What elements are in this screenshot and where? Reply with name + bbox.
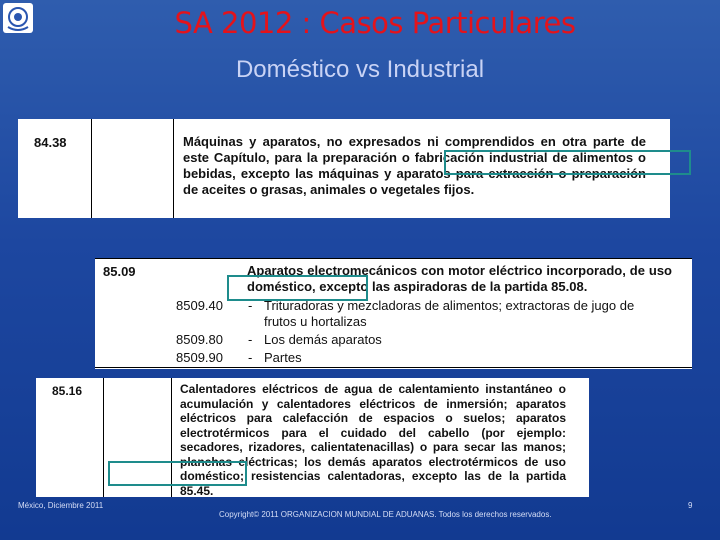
heading-description: Máquinas y aparatos, no expresados ni comprendidos en otra parte de este Capítulo, para la preparación o fabricación industrial de alimentos o bebidas, excepto las máquinas y aparatos para extracción o preparación de aceites o grasas, animales o vegetales fijos. bbox=[183, 134, 646, 197]
subheading-row bbox=[176, 350, 302, 366]
subheading-code: 8509.80 bbox=[176, 332, 223, 347]
subheading-text: Partes bbox=[264, 350, 302, 365]
subheading-dash: - bbox=[248, 332, 253, 347]
heading-description: Aparatos electromecánicos con motor eléctrico incorporado, de uso doméstico, excepto las aspiradoras de la partida 85.08. bbox=[247, 263, 672, 294]
slide-title: SA 2012 : Casos Particulares bbox=[174, 6, 576, 40]
footer-date: México, Diciembre 2011 bbox=[18, 501, 104, 510]
page-number: 9 bbox=[688, 501, 693, 510]
subheading-row bbox=[176, 332, 382, 348]
heading-code: 85.16 bbox=[52, 384, 83, 398]
heading-code: 85.09 bbox=[103, 264, 136, 279]
subheading-dash: - bbox=[248, 298, 253, 313]
heading-description: Calentadores eléctricos de agua de calentamiento instantáneo o acumulación y calentadores eléctricos de inmersión; aparatos eléctricos para calefacción de espacios o suelos; aparatos electrotérmicos para el cuidado del cabello (por ejemplo: secadores, rizadores, calientatenacillas) o para secar las manos; planchas eléctricas; los demás aparatos electrotérmicos de uso doméstico; resistencias calentadoras, excepto las de la partida 85.45. bbox=[180, 382, 566, 498]
subheading-row-continuation: frutos u hortalizas bbox=[264, 314, 367, 329]
subheading-code: 8509.90 bbox=[176, 350, 223, 365]
highlight-box-industrial bbox=[444, 150, 691, 175]
subheading-code: 8509.40 bbox=[176, 298, 223, 313]
heading-table-85-09 bbox=[95, 258, 692, 369]
subheading-text: Los demás aparatos bbox=[264, 332, 382, 347]
subheading-text: Trituradoras y mezcladoras de alimentos; extractoras de jugo de bbox=[264, 298, 635, 313]
footer-copyright: Copyright© 2011 ORGANIZACION MUNDIAL DE ADUANAS. Todos los derechos reservados. bbox=[219, 510, 552, 519]
slide-subtitle: Doméstico vs Industrial bbox=[235, 56, 485, 83]
heading-code: 84.38 bbox=[34, 135, 67, 150]
subheading-dash: - bbox=[248, 350, 253, 365]
highlight-box-domestic bbox=[227, 275, 368, 301]
highlight-box-domestic-2 bbox=[108, 461, 247, 486]
